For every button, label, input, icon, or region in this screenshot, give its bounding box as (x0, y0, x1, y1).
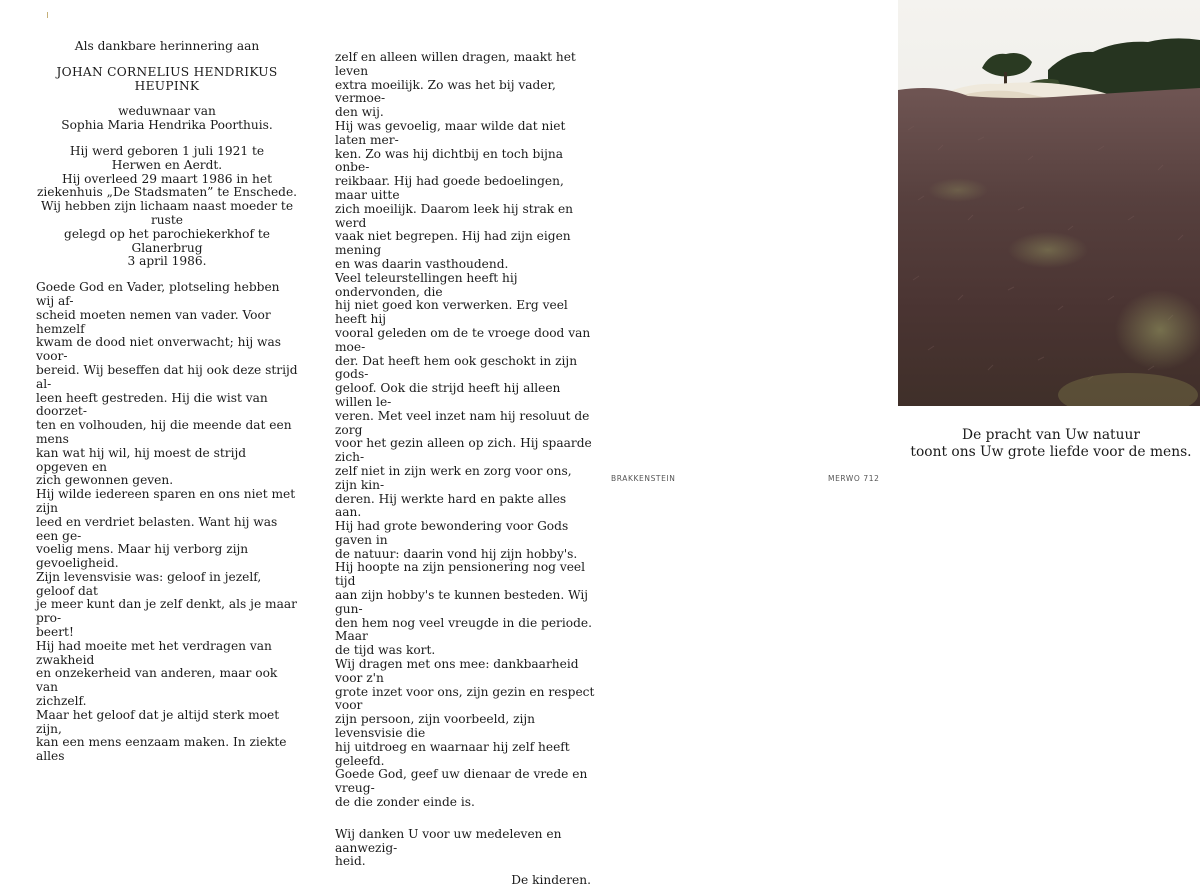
text-line: bereid. Wij beseffen dat hij ook deze strijd al- (36, 362, 298, 391)
signature: De kinderen. (511, 873, 591, 888)
photo-caption (900, 427, 1200, 461)
text-line: leed en verdriet belasten. Want hij was een ge- (36, 514, 278, 543)
text-line: Goede God en Vader, plotseling hebben wij af- (36, 280, 280, 308)
memorial-text (335, 51, 595, 810)
print-code: MERWO 712 (828, 474, 880, 483)
text-line: voor het gezin alleen op zich. Hij spaarde zich- (335, 436, 592, 465)
text-line: ten en volhouden, hij die meende dat een mens (36, 418, 292, 446)
caption-line: toont ons Uw grote liefde voor de mens. (910, 444, 1192, 460)
bio-line: Herwen en Aerdt. (111, 157, 223, 172)
text-line: de die zonder einde is. (335, 795, 475, 810)
text-line: Hij had grote bewondering voor Gods gaven in (335, 519, 569, 547)
bio-line: Hij werd geboren 1 juli 1921 te (69, 143, 265, 158)
spouse-name: Sophia Maria Hendrika Poorthuis. (61, 118, 273, 133)
text-line: Wij danken U voor uw medeleven en aanwezig- (335, 826, 562, 855)
text-line: kan een mens eenzaam maken. In ziekte alles (36, 735, 287, 764)
text-line: grote inzet voor ons, zijn gezin en respect voor (335, 684, 595, 713)
text-line: vaak niet begrepen. Hij had zijn eigen mening (335, 229, 571, 258)
deceased-name-line2: HEUPINK (134, 78, 200, 93)
text-line: de natuur: daarin vond hij zijn hobby's. (335, 546, 578, 561)
text-line: Veel teleurstellingen heeft hij ondervonden, die (335, 270, 518, 299)
text-line: aan zijn hobby's te kunnen besteden. Wij gun- (335, 588, 589, 616)
text-line: zelf niet in zijn werk en zorg voor ons, zijn kin- (335, 463, 572, 492)
text-line: ken. Zo was hij dichtbij en toch bijna onbe- (335, 146, 564, 175)
bio-block (36, 145, 298, 269)
middle-column (335, 51, 595, 888)
text-line: vooral geleden om de te vroege dood van moe- (335, 325, 591, 354)
text-line: en was daarin vasthoudend. (335, 256, 509, 271)
bio-line: ziekenhuis „De Stadsmaten” te Enschede. (36, 185, 298, 200)
left-column (36, 40, 298, 764)
text-line: Hij was gevoelig, maar wilde dat niet laten mer- (335, 118, 566, 147)
text-line: kan wat hij wil, hij moest de strijd opgeven en (36, 445, 247, 474)
text-line: hij niet goed kon verwerken. Erg veel heeft hij (335, 298, 568, 327)
text-line: en onzekerheid van anderen, maar ook van (36, 666, 278, 695)
text-line: zich moeilijk. Daarom leek hij strak en werd (335, 201, 574, 230)
text-line: Hij had moeite met het verdragen van zwakheid (36, 638, 272, 667)
text-line: beert! (36, 625, 74, 640)
text-line: Hij wilde iedereen sparen en ons niet met zijn (36, 487, 296, 515)
text-line: deren. Hij werkte hard en pakte alles aan. (335, 491, 567, 520)
prayer-text (36, 281, 298, 764)
caption-line: De pracht van Uw natuur (962, 427, 1140, 443)
text-line: de tijd was kort. (335, 643, 436, 658)
text-line: extra moeilijk. Zo was het bij vader, vermoe- (335, 77, 556, 106)
text-line: zichzelf. (36, 694, 87, 709)
text-line: veren. Met veel inzet nam hij resoluut de zorg (335, 408, 590, 437)
text-line: zijn persoon, zijn voorbeeld, zijn levensvisie die (335, 712, 536, 741)
bio-line: Wij hebben zijn lichaam naast moeder te ruste (40, 199, 294, 227)
text-line: Hij hoopte na zijn pensionering nog veel tijd (335, 560, 586, 589)
text-line: je meer kunt dan je zelf denkt, als je maar pro- (36, 597, 297, 626)
text-line: leen heeft gestreden. Hij die wist van doorzet- (36, 390, 268, 419)
text-line: zich gewonnen geven. (36, 473, 174, 488)
text-line: heid. (335, 854, 366, 869)
widower-line: weduwnaar van (118, 104, 216, 119)
fold-mark (47, 12, 48, 18)
heathland-landscape-image (898, 0, 1200, 406)
intro-line: Als dankbare herinnering aan (74, 39, 260, 53)
publisher-imprint: BRAKKENSTEIN (611, 474, 676, 483)
text-line: Maar het geloof dat je altijd sterk moet zijn, (36, 707, 280, 736)
text-line: den hem nog veel vreugde in die periode. Maar (335, 615, 593, 644)
bio-line: 3 april 1986. (127, 254, 207, 269)
text-line: den wij. (335, 105, 384, 120)
text-line: scheid moeten nemen van vader. Voor hemzelf (36, 307, 271, 336)
text-line: Zijn levensvisie was: geloof in jezelf, geloof dat (36, 569, 262, 598)
text-line: der. Dat heeft hem ook geschokt in zijn gods- (335, 353, 578, 382)
text-line: hij uitdroeg en waarnaar hij zelf heeft geleefd. (335, 739, 570, 768)
bio-line: gelegd op het parochiekerkhof te Glanerbrug (64, 226, 270, 255)
text-line: voelig mens. Maar hij verborg zijn gevoeligheid. (36, 542, 249, 571)
text-line: zelf en alleen willen dragen, maakt het leven (335, 50, 576, 78)
bio-line: Hij overleed 29 maart 1986 in het (62, 171, 272, 186)
text-line: Goede God, geef uw dienaar de vrede en vreug- (335, 767, 588, 796)
text-line: kwam de dood niet onverwacht; hij was voor- (36, 335, 281, 364)
deceased-name-line1: JOHAN CORNELIUS HENDRIKUS (56, 64, 278, 79)
text-line: Wij dragen met ons mee: dankbaarheid voor z'n (335, 657, 579, 685)
text-line: reikbaar. Hij had goede bedoelingen, maar uitte (335, 174, 564, 202)
text-line: geloof. Ook die strijd heeft hij alleen willen le- (335, 381, 561, 409)
heathland-photo (898, 0, 1200, 406)
thanks-block (335, 828, 595, 869)
